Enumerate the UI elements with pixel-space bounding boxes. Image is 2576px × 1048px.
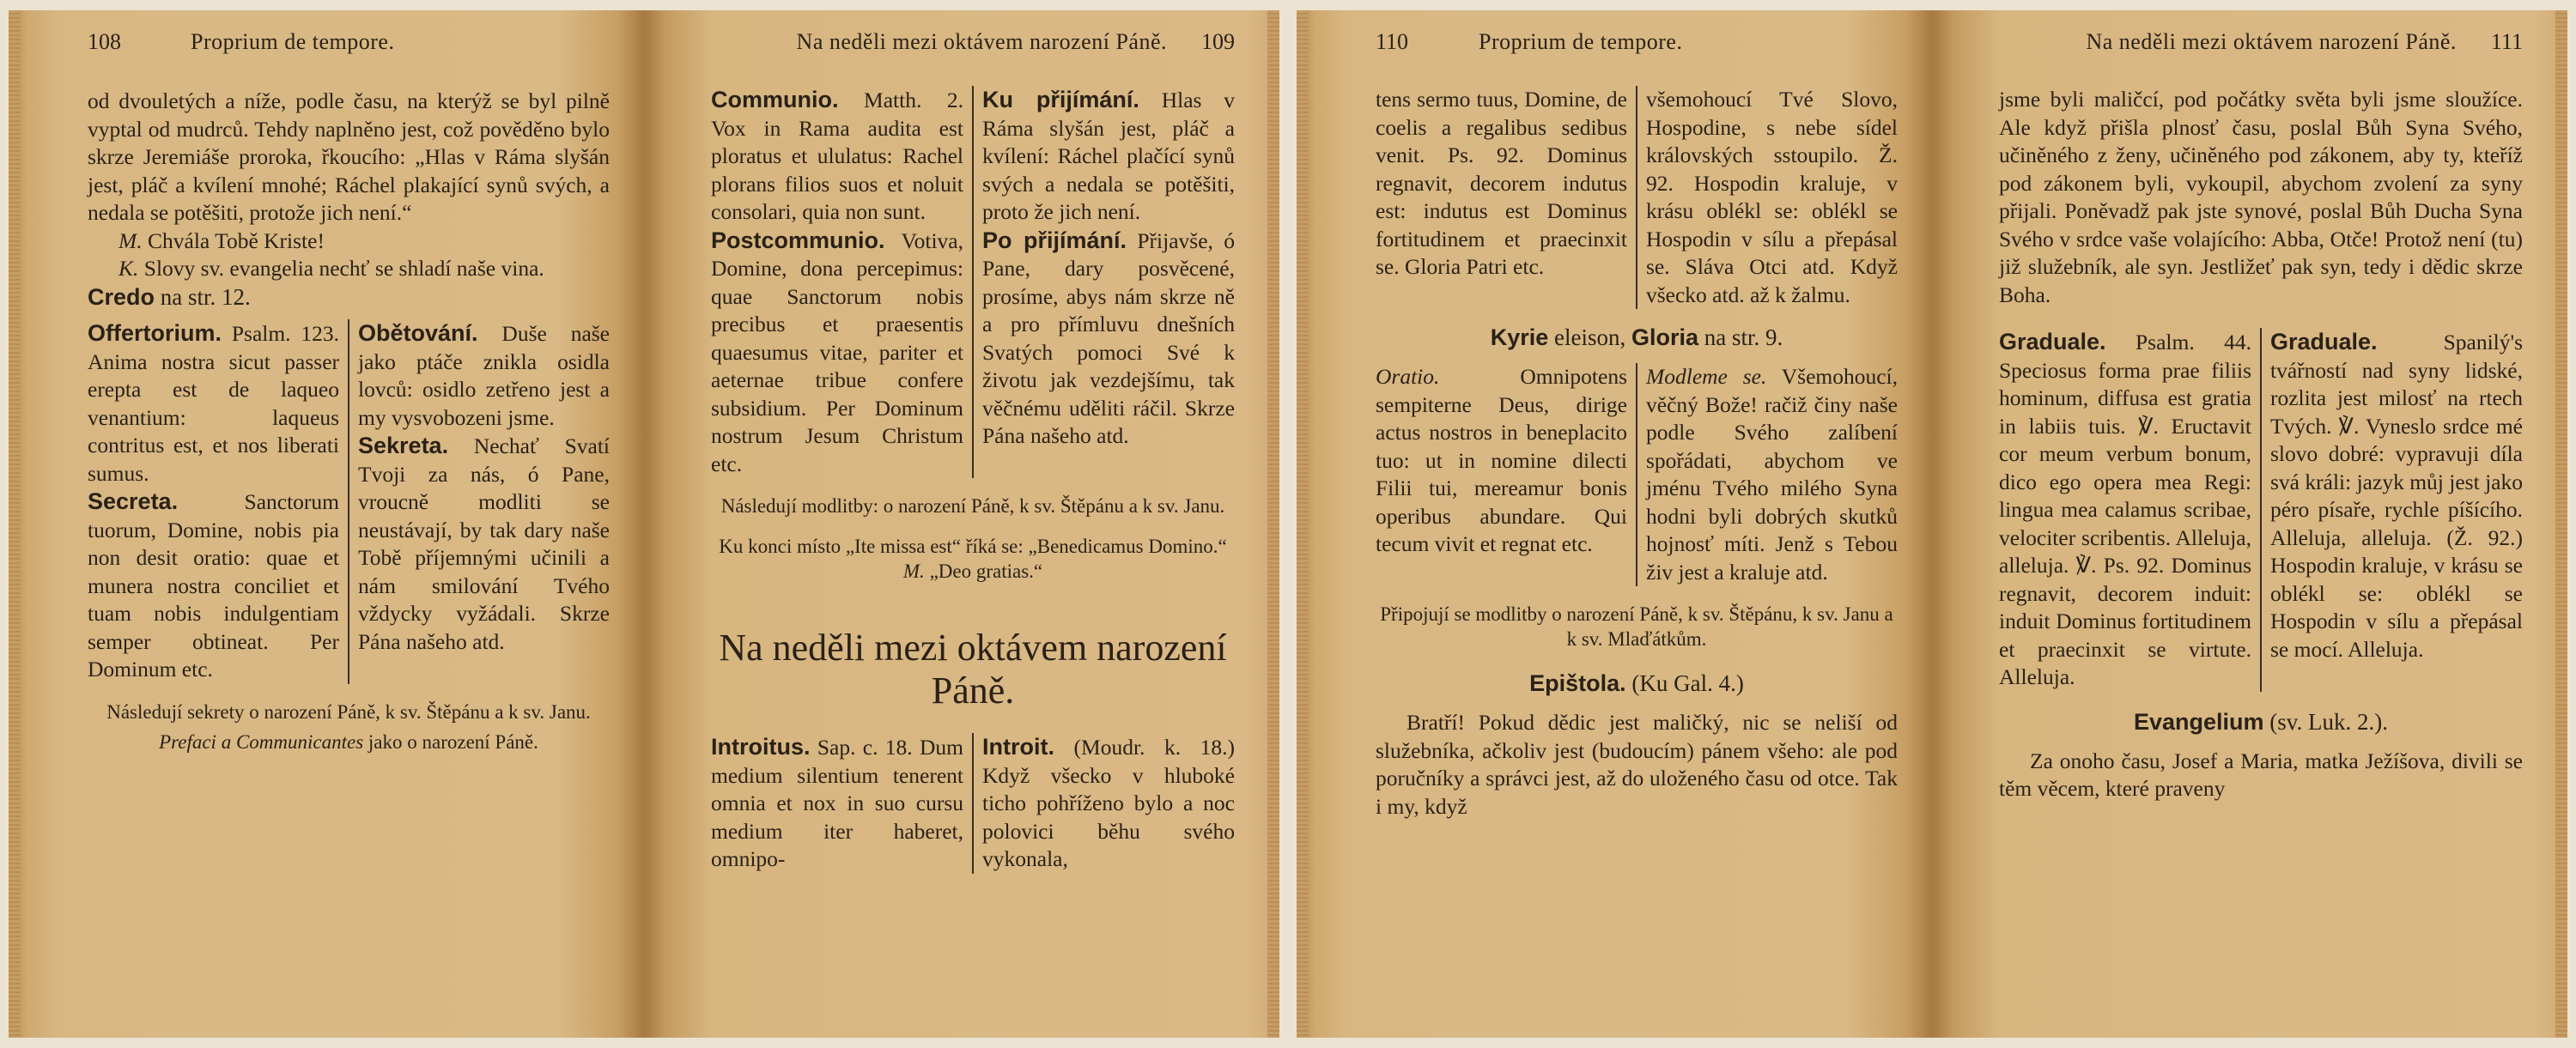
introit-text: Když všecko v hluboké ticho pohříženo bylo a noc polovici běhu svého vykonala, (982, 762, 1235, 871)
response-k-label: K. (118, 256, 139, 281)
epistola-ref: (Ku Gal. 4.) (1631, 670, 1744, 696)
page-edge (9, 10, 21, 1038)
introit-ref: (Moudr. k. 18.) (1073, 735, 1235, 760)
two-column-block (1376, 86, 1898, 309)
czech-column (349, 319, 610, 684)
page-number: 108 (88, 29, 121, 54)
kyrie-ref: na str. 9. (1704, 324, 1783, 350)
sekreta-heading: Sekreta. (358, 433, 449, 458)
two-column-block (1999, 328, 2523, 692)
paragraph (1646, 363, 1898, 586)
paragraph (1999, 328, 2251, 692)
response-k-text: Slovy sv. evangelia nechť se shladí naše vina. (143, 256, 544, 281)
graduale-czech-heading: Graduale. (2270, 329, 2378, 354)
communio-heading: Communio. (711, 87, 839, 112)
offertorium-text: Anima nostra sicut passer erepta est de laqueo venantium: laqueus contritus est, et nos liberati sumus. (88, 348, 339, 486)
paragraph (711, 86, 963, 227)
rubric-italic: Prefaci a Communicantes (159, 730, 364, 753)
rubric-text: Ku konci místo „Ite missa est“ říká se: „Benedicamus Domino.“ (719, 536, 1227, 557)
modleme-heading: Modleme se. (1646, 364, 1767, 389)
evangelium-ref: (sv. Luk. 2.). (2269, 708, 2389, 735)
text-block (88, 88, 610, 311)
oratio-heading: Oratio. (1376, 364, 1440, 389)
introitus-heading: Introitus. (711, 734, 811, 760)
introitus-text: Dum medium silentium tenerent omnia et nox in suo cursu medium iter haberet, omnipo- (711, 735, 963, 871)
rubric-note (711, 534, 1235, 584)
kyrie-mid: eleison, (1554, 324, 1626, 350)
czech-column (1637, 86, 1898, 309)
secreta-heading: Secreta. (88, 488, 179, 514)
rubric-note: Následují sekrety o narození Páně, k sv. Štěpánu a k sv. Janu. (106, 700, 591, 723)
latin-column (1376, 363, 1637, 586)
paragraph (358, 319, 610, 432)
paragraph (358, 432, 610, 656)
running-title: Na neděli mezi oktávem narození Páně. (2086, 29, 2457, 54)
evangelium-heading: Evangelium (2133, 708, 2264, 735)
two-column-block (711, 733, 1235, 874)
credo-ref: na str. 12. (160, 283, 251, 310)
paragraph: od dvouletých a níže, podle času, na kterýž se byl pilně vyptal od mudrců. Tehdy naplněno jest, což pověděno bylo skrze Jeremiáše proroka, řkoucího: „Hlas v Ráma slyšán jest, pláč a kvílení mnohé; Ráchel plakající synů svých, a nedala se potěšiti, protože jich není.“ (88, 88, 610, 225)
page-number: 110 (1376, 29, 1409, 54)
introitus-ref: Sap. c. 18. (817, 735, 913, 760)
sekreta-text: Nechať Svatí Tvoji za nás, ó Pane, vroucně modliti se neustávají, by tak dary naše Tobě příjemnými učinili a nám smilování Tvého vždycky vyžádali. Skrze Pána našeho atd. (358, 433, 611, 654)
latin-column (1999, 328, 2262, 692)
page-111 (1932, 10, 2567, 1038)
graduale-latin-ref: Psalm. 44. (2135, 330, 2252, 354)
latin-column (711, 733, 974, 874)
paragraph (88, 319, 339, 488)
rubric-note: Následují modlitby: o narození Páně, k sv. Štěpánu a k sv. Janu. (720, 495, 1225, 517)
rubric-m-label: M. (902, 560, 925, 582)
rubric-note (88, 730, 610, 754)
introit-heading: Introit. (982, 734, 1054, 760)
response-line (88, 227, 610, 256)
section-heading (1376, 670, 1898, 697)
page-108 (9, 10, 644, 1038)
poprijimani-text: Přijavše, ó Pane, dary posvěcené, prosíme, abys nám skrze ně a pro přímluvu dnešních Svatých pomoci Své k životu jak vezdejšímu, tak věčnému uděliti ráčil. Skrze Pána našeho atd. (982, 227, 1236, 448)
postcommunio-text: Votiva, Domine, dona percepimus: quae Sanctorum nobis precibus et praesentis quaesumus vitae, pariter et aeternae tribue confere subsidium. Per Dominum nostrum Jesum Christum etc. (711, 227, 963, 476)
epistola-heading: Epištola. (1529, 670, 1626, 696)
paragraph (88, 488, 339, 684)
czech-column (2262, 328, 2523, 692)
paragraph (711, 733, 963, 874)
running-title: Na neděli mezi oktávem narození Páně. (796, 29, 1167, 54)
rubric-end: „Deo gratias.“ (929, 560, 1043, 582)
running-head (88, 29, 610, 67)
page-110 (1297, 10, 1932, 1038)
communio-text: Vox in Rama audita est ploratus et ululatus: Rachel plorans filios suos et noluit consolari, quia non sunt. (711, 115, 963, 224)
book-spread-right (1297, 10, 2567, 1038)
running-title: Proprium de tempore. (191, 29, 395, 54)
paragraph: jsme byli maličcí, pod počátky světa byli jsme sloužíce. Ale když přišla plnosť času, poslal Bůh Syna Svého, učiněného z ženy, učiněného pod zákonem, aby ty, kteříž pod zákonem byli, vykoupil, abychom zvolení za syny přijali. Poněvadž pak jste synové, poslal Bůh Ducha Syna Svého v srdce vaše volajícího: Abba, Otče! Protož není (tu) již služebník, ale syn. Jestližeť pak syn, tedy i dědic skrze Boha. (1999, 87, 2523, 307)
two-column-block (1376, 363, 1898, 586)
response-m-text: Chvála Tobě Kriste! (148, 227, 325, 253)
graduale-latin-text: Speciosus forma prae filiis hominum, diffusa est gratia in labiis tuis. ℣. Eructavit cor meum verbum bonum, dico ego opera mea Regi: lingua mea calamus scribae, velociter scribentis. Alleluja, alleluja. ℣. Ps. 92. Dominus regnavit, decorem induit: induit Dominus fortitudinem et praecinxit se virtute. Alleluja. (1999, 357, 2251, 689)
paragraph (711, 227, 963, 479)
rubric-text: jako o narození Páně. (368, 730, 538, 753)
czech-column (1637, 363, 1898, 586)
running-title: Proprium de tempore. (1479, 29, 1683, 54)
page-edge (2555, 10, 2567, 1038)
czech-column (974, 733, 1235, 874)
credo-heading: Credo (88, 283, 155, 310)
page-number: 109 (1201, 29, 1235, 54)
latin-column (711, 86, 974, 478)
postcommunio-heading: Postcommunio. (711, 227, 885, 253)
running-head (1376, 29, 1898, 67)
page-109 (644, 10, 1279, 1038)
latin-column (88, 319, 349, 684)
czech-column (974, 86, 1235, 478)
response-line (88, 255, 610, 283)
running-head (711, 29, 1235, 67)
paragraph: Za onoho času, Josef a Maria, matka Ježíšova, divili se těm věcem, které praveny (1999, 748, 2523, 801)
modleme-text: Všemohoucí, věčný Bože! račiž činy naše podle Svého zalíbení spořádati, abychom ve jménu Tvého milého Syna hodni byli dobrých skutků hojnosť míti. Jenž s Tebou živ jest a kraluje atd. (1646, 364, 1899, 585)
page-number: 111 (2490, 29, 2523, 54)
paragraph (982, 227, 1235, 451)
offertorium-heading: Offertorium. (88, 320, 222, 346)
gloria-heading: Gloria (1631, 324, 1699, 350)
section-heading (1999, 709, 2523, 736)
secreta-text: Sanctorum tuorum, Domine, nobis pia non desit oratio: quae et munera nostra conciliet et tuam nobis indulgentiam semper obtineat. Per Dominum etc. (88, 489, 339, 682)
kyrie-heading: Kyrie (1490, 324, 1549, 350)
page-edge (1267, 10, 1279, 1038)
paragraph (982, 86, 1235, 227)
text-block (1999, 86, 2523, 309)
poprijimani-heading: Po přijímání. (982, 227, 1127, 253)
rubric-note: Připojují se modlitby o narození Páně, k sv. Štěpánu, k sv. Janu a k sv. Mlaďátkům. (1380, 603, 1893, 650)
book-spread-left (9, 10, 1279, 1038)
obetovani-text: Duše naše jako ptáče znikla osidla lovců: osidlo zetřeno jest a my vysvobozeni jsme. (358, 321, 610, 430)
communio-ref: Matth. 2. (864, 88, 963, 112)
text-block (1376, 709, 1898, 821)
text-block (1999, 748, 2523, 803)
paragraph: Bratří! Pokud dědic jest maličký, nic se neliší od služebníka, ačkoliv jest (budoucím) pánem všeho: ale pod poručníky a správci jest, až do uloženého času od otce. Tak i my, když (1376, 710, 1898, 819)
two-column-block (88, 319, 610, 684)
kuprijimani-heading: Ku přijímání. (982, 87, 1139, 112)
paragraph (982, 733, 1235, 874)
section-heading (88, 283, 610, 312)
two-column-block (711, 86, 1235, 478)
paragraph (1376, 363, 1627, 559)
paragraph: všemohoucí Tvé Slovo, Hospodine, s nebe sídel královských sstoupilo. Ž. 92. Hospodin kraluje, v krásu oblékl se: oblékl se Hospodin v sílu a přepásal se. Sláva Otci atd. Když všecko atd. až k žalmu. (1646, 87, 1898, 307)
offertorium-ref: Psalm. 123. (231, 321, 340, 346)
graduale-latin-heading: Graduale. (1999, 329, 2106, 354)
paragraph (2270, 328, 2523, 663)
response-m-label: M. (118, 227, 143, 253)
page-edge (1297, 10, 1309, 1038)
latin-column (1376, 86, 1637, 309)
obetovani-heading: Obětování. (358, 320, 478, 346)
section-heading (1376, 324, 1898, 351)
paragraph: tens sermo tuus, Domine, de coelis a regalibus sedibus venit. Ps. 92. Dominus regnavit, decorem indutus est: indutus est Dominus fortitudinem et praecinxit se. Gloria Patri etc. (1376, 87, 1627, 279)
kuprijimani-text: Hlas v Ráma slyšán jest, pláč a kvílení: Ráchel plačící synů svých a nedala se potěšiti, proto že jich není. (982, 88, 1235, 224)
graduale-czech-text: Spanilý's tvářností nad syny lidské, rozlita jest milosť na rtech Tvých. ℣. Vyneslo srdce mé slovo dobré: vypravuji díla svá králi: jazyk můj jest jako péro písaře, rychle píšícího. Alleluja, alleluja. (Ž. 92.) Hospodin kraluje, v krásu se oblékl se: oblékl se Hospodin v sílu a přepásal se mocí. Alleluja. (2270, 330, 2523, 662)
oratio-text: Omnipotens sempiterne Deus, dirige actus nostros in beneplacito tuo: ut in nomine dilecti Filii tui, mereamur bonis operibus abundare. Qui tecum vivit et regnat etc. (1376, 364, 1627, 556)
section-title: Na neděli mezi oktávem narození Páně. (719, 627, 1227, 712)
running-head (1999, 29, 2523, 67)
